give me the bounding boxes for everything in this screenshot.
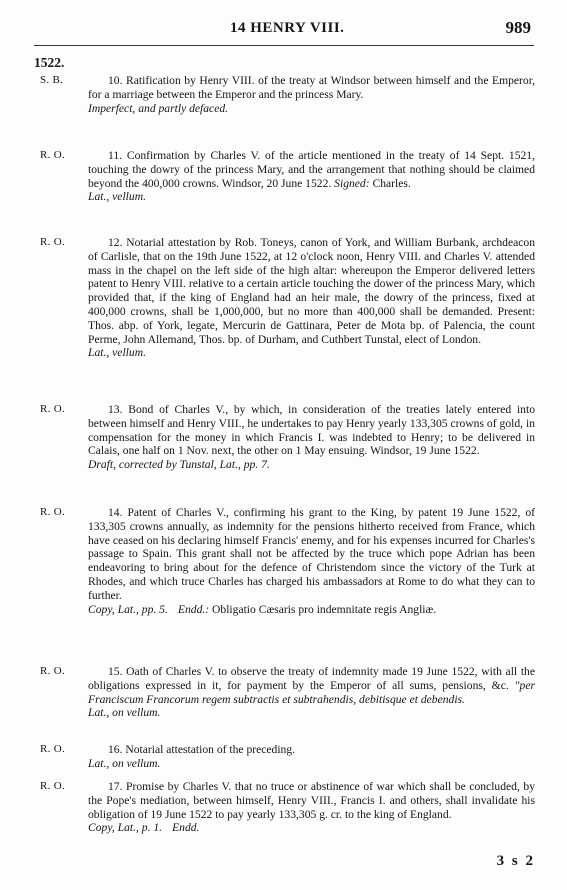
entry-text: 16. Notarial attestation of the preceding. [108,743,296,756]
source-marker: R. O. [40,506,66,518]
entry-text: 11. Confirmation by Charles V. of the article mentioned in the treaty of 14 Sept. 1521, touching the dowry of the princess Mary, and the arrangement that nothing should be claimed beyond the 400,000 crowns. Windsor, 20 June 1522. Signed: Charles. [88,149,535,190]
entry-text: 13. Bond of Charles V., by which, in consideration of the treaties lately entered into between himself and Henry VIII., he undertakes to pay Henry yearly 133,305 crowns of gold, in compensation for the money in which Francis I. was indebted to Henry; to be delivered in Calais, one half on 1 Nov. next, the other on 1 May ensuing. Windsor, 19 June 1522. [88,403,535,458]
entry-note: Copy, Lat., pp. 5. Endd.: Obligatio Cæsaris pro indemnitate regis Angliæ. [88,602,437,616]
year-heading: 1522. [34,55,65,70]
entry-note: Imperfect, and partly defaced. [88,101,229,115]
running-title: 14 HENRY VIII. [230,20,345,36]
source-marker: R. O. [40,780,66,792]
entry-text: 12. Notarial attestation by Rob. Toneys, canon of York, and William Burbank, archdeacon of Carlisle, that on the 19th June 1522, at 12 o'clock noon, Henry VIII. and Charles V. attended mass in the chapel on the left side of the high altar: whereupon the Emperor delivered letters patent to Henry VIII. relative to a certain article touching the dower of the princess Mary, which provided that, if the king of England had an heir male, the dowry of the princess, fixed at 400,000 crowns, shall be 1,000,000, but no more than 400,000 shall be demanded. Present: Thos. abp. of York, legate, Mercurin de Gattinara, Peter de Mota bp. of Palencia, the count Perme, John Allemand, Thos. bp. of Durham, and Cuthbert Tunstal, elect of London. [88,236,535,346]
entry-text: 17. Promise by Charles V. that no truce or abstinence of war which shall be concluded, by the Pope's mediation, between himself, Henry VIII., Francis I. and others, shall invalidate his obligation of 19 June 1522 to pay yearly 133,305 g. cr. to the king of England. [88,780,535,821]
source-marker: S. B. [40,74,64,86]
header-rule [34,45,534,46]
page-header [0,18,567,40]
source-marker: R. O. [40,403,66,415]
entry-note: Lat., vellum. [88,190,146,204]
source-marker: R. O. [40,149,66,161]
entry-note: Lat., vellum. [88,346,146,360]
signature-mark: 3 s 2 [496,853,535,869]
entry-text: 14. Patent of Charles V., confirming his grant to the King, by patent 19 June 1522, of 133,305 crowns annually, as indemnity for the pensions hitherto received from France, which have ceased on his declaring himself Francis' enemy, and for his expenses incurred for Charles's passage to Spain. This grant shall not be affected by the truce which pope Adrian has been endeavoring to bring about for the defence of Christendom since the victory of the Turk at Rhodes, and which truce Charles has charged his ambassadors at Rome to do what they can to further. [88,506,535,602]
entry-text: 15. Oath of Charles V. to observe the treaty of indemnity made 19 June 1522, with all the obligations expressed in it, for payment by the Emperor of all sums, pensions, &c. "per Franciscum Francorum regem subtractis et subtrahendis, debitisque et debendis. [88,665,535,706]
source-marker: R. O. [40,743,66,755]
entry-note: Lat., on vellum. [88,706,161,720]
entry-note: Lat., on vellum. [88,756,161,770]
entry-text: 10. Ratification by Henry VIII. of the treaty at Windsor between himself and the Emperor, for a marriage between the Emperor and the princess Mary. [88,74,535,101]
source-marker: R. O. [40,665,66,677]
entry-note: Copy, Lat., p. 1. Endd. [88,821,200,835]
source-marker: R. O. [40,236,66,248]
page-number: 989 [505,18,531,37]
entry-note: Draft, corrected by Tunstal, Lat., pp. 7. [88,458,270,472]
